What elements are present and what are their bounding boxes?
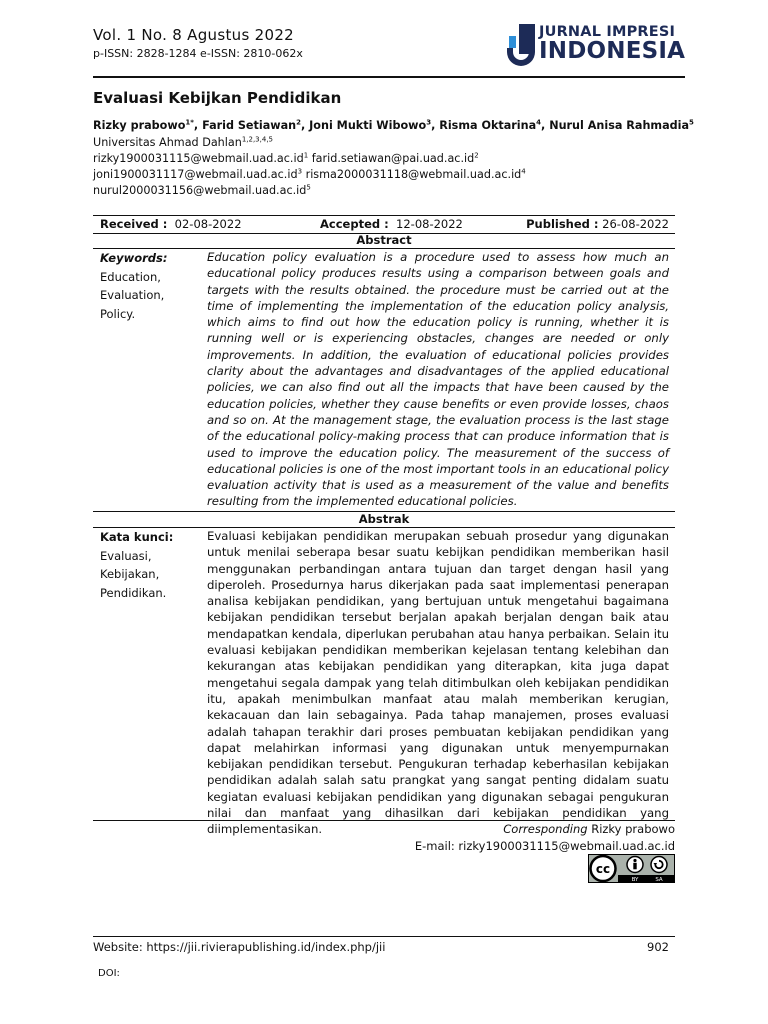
- accepted-value: 12-08-2022: [396, 217, 463, 231]
- keyword: Evaluation,: [100, 288, 165, 302]
- author-email[interactable]: farid.setiawan@pai.uad.ac.id: [311, 152, 475, 165]
- author-sup: 4: [536, 118, 542, 127]
- author-sup: 1*: [185, 118, 194, 127]
- corresponding-name: Rizky prabowo: [591, 822, 675, 836]
- author-list: Rizky prabowo$^{1*}$, Farid Setiawan$^2$, Joni Mukti Wibowo$^3$, Risma Oktarina$^4$, Nurul Anisa Rahmadia$^5$: [93, 118, 694, 132]
- email-sup: 4: [521, 167, 526, 176]
- issn-info: p-ISSN: 2828-1284 e-ISSN: 2810-062x: [93, 47, 303, 60]
- email-sup: 2: [474, 151, 479, 160]
- doi-label: DOI:: [98, 968, 120, 979]
- author-name: Nurul Anisa Rahmadia: [549, 119, 690, 132]
- author-email[interactable]: nurul2000031156@webmail.uad.ac.id: [93, 184, 307, 197]
- journal-logo-line2: INDONESIA: [539, 38, 686, 64]
- author-name: Farid Setiawan: [202, 119, 297, 132]
- journal-logo-mark-icon: [507, 22, 537, 68]
- author-name: Rizky prabowo: [93, 119, 186, 132]
- keywords-block: [100, 249, 200, 323]
- cc-by-label: BY: [631, 877, 639, 883]
- affiliation-sup: 1,2,3,4,5: [241, 135, 273, 144]
- page-number: 902: [647, 940, 669, 954]
- header-rule: [93, 76, 685, 78]
- keyword: Pendidikan.: [100, 585, 167, 600]
- volume-info: Vol. 1 No. 8 Agustus 2022: [93, 26, 295, 44]
- affiliation-name: Universitas Ahmad Dahlan: [93, 136, 242, 149]
- keywords-label: Keywords:: [100, 251, 168, 265]
- abstract-text-id: Evaluasi kebijakan pendidikan merupakan sebuah prosedur yang digunakan untuk menilai seberapa besar suatu kebijkan pendidikan memberikan hasil menggunakan perbandingan antara tujuan dan target dengan hasil yang diperoleh. Prosedurnya harus dikerjakan pada saat implementasi penerapan analisa kebijakan pendidikan, yang bertujuan untuk mengetahui bagaimana kebijakan pendidikan tersebut berjalan apakah berjalan dengan baik atau mendapatkan kendala, diperlukan perubahan atau hanya perbaikan. Selain itu evaluasi kebijakan pendidikan memberikan kejelasan tentang kelebihan dan kekurangan atas kebijakan pendidikan yang diterapkan, kita juga dapat mengetahui segala dampak yang telah ditimbulkan oleh kebijakan pendidikan itu, apakah menimbulkan manfaat atau malah memberikan kerugian, kekacauan dan lain sebagainya. Pada tahap manajemen, proses evaluasi adalah tahapan terakhir dari proses pembuatan kebijakan pendidikan yang dapat melahirkan informasi yang digunakan untuk menyempurnakan kebijakan pendidikan tersebut. Pengukuran terhadap keberhasilan kebijakan pendidikan adalah salah satu prangkat yang sangat penting didalam suatu kegiatan evaluasi kebijakan pendidikan yang digunakan sebagai pengukuran nilai dan manfaat yang dihasilkan dari kebijakan pendidikan yang diimplementasikan.: [207, 529, 669, 837]
- author-sup: 3: [426, 118, 432, 127]
- abstrak-heading: Abstrak: [358, 512, 410, 526]
- email-sup: 3: [297, 167, 303, 176]
- accepted-label: Accepted: [320, 217, 381, 231]
- author-sup: 2: [296, 118, 301, 127]
- corresponding-email[interactable]: E-mail: rizky1900031115@webmail.uad.ac.id: [414, 839, 675, 853]
- journal-website[interactable]: Website: https://jii.rivierapublishing.id/index.php/jii: [93, 940, 386, 954]
- published-label: Published: [526, 217, 590, 231]
- cc-by-sa-license-icon[interactable]: [588, 854, 675, 883]
- abstract-heading: Abstract: [356, 233, 412, 247]
- author-name: Risma Oktarina: [439, 119, 537, 132]
- email-line-1: [93, 152, 479, 165]
- email-line-2: [93, 168, 526, 181]
- corresponding-author: [503, 822, 675, 836]
- accepted-date: Accepted : 12-08-2022: [320, 217, 463, 231]
- received-value: 02-08-2022: [174, 217, 242, 231]
- journal-logo-line1: JURNAL IMPRESI: [539, 24, 676, 40]
- keyword: Education,: [100, 269, 161, 284]
- author-email[interactable]: rizky1900031115@webmail.uad.ac.id: [93, 152, 304, 165]
- author-email[interactable]: joni1900031117@webmail.uad.ac.id: [93, 168, 298, 181]
- footer-rule: [93, 936, 675, 937]
- journal-logo: [507, 22, 686, 70]
- kata-kunci-block: [100, 528, 200, 602]
- kata-kunci-label: Kata kunci:: [100, 530, 174, 544]
- abstract-text-en: Education policy evaluation is a procedure used to assess how much an educational policy produces results using a comparison between goals and targets with the results obtained. the procedure must be carried out at the time of implementing the implementation of the education policy analysis, which aims to find out how the education policy is running, whether it is running well or is experiencing obstacles, changes are needed or only improvements. In addition, the evaluation of educational policies provides clarity about the advantages and disadvantages of the applied educational policies, we can also find out all the impacts that have been caused by the education policies, whether they cause benefits or even provide losses, chaos and so on. At the management stage, the evaluation process is the last stage of the educational policy-making process that can produce information that is used to improve the education policy. The measurement of the success of educational policies is one of the most important tools in an educational policy evaluation activity that is used as a measurement of the value and benefits resulting from the implemented educational policies.: [207, 250, 669, 509]
- abstrak-rule-bottom: [93, 820, 675, 821]
- email-sup: 5: [306, 183, 311, 192]
- author-sup: 5: [689, 118, 694, 127]
- cc-badge-text: cc: [595, 862, 611, 876]
- article-dates: [93, 215, 675, 234]
- article-title: Evaluasi Kebijkan Pendidikan: [93, 89, 342, 107]
- author-name: Joni Mukti Wibowo: [309, 119, 427, 132]
- published-date: Published : 26-08-2022: [526, 217, 669, 231]
- author-email[interactable]: risma2000031118@webmail.uad.ac.id: [305, 168, 522, 181]
- cc-sa-label: SA: [655, 877, 663, 883]
- received-date: Received : 02-08-2022: [100, 217, 242, 231]
- published-value: 26-08-2022: [602, 217, 669, 231]
- email-sup: 1: [303, 151, 309, 160]
- keyword: Policy.: [100, 306, 136, 321]
- affiliation: [93, 136, 273, 149]
- email-line-3: [93, 184, 311, 197]
- keyword: Evaluasi,: [100, 548, 152, 563]
- keyword: Kebijakan,: [100, 567, 160, 581]
- corresponding-label: Corresponding: [503, 822, 588, 836]
- received-label: Received: [100, 217, 159, 231]
